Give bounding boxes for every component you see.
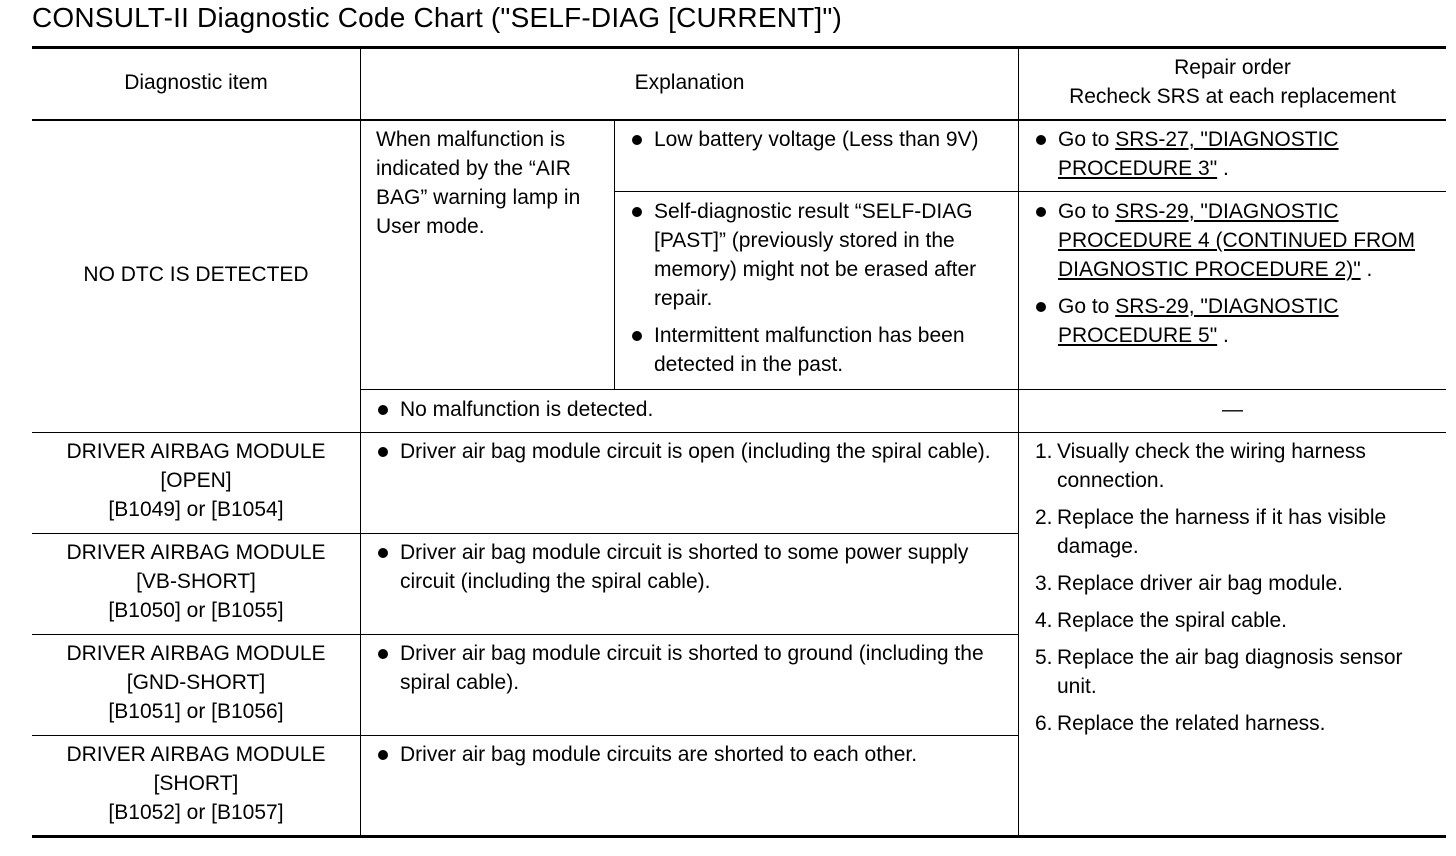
bullet-icon bbox=[378, 649, 388, 659]
cause-item: Low battery voltage (Less than 9V) bbox=[632, 125, 1012, 154]
cause-list: Self-diagnostic result “SELF-DIAG [PAST]” (previously stored in the memory) might not be erased after repair. Intermittent malfunction has been detected in the past. bbox=[632, 197, 1012, 379]
module-item: DRIVER AIRBAG MODULE [VB-SHORT] [B1050] or [B1055] bbox=[66, 541, 326, 622]
row-divider bbox=[32, 735, 1019, 736]
procedure-link[interactable]: SRS-27, "DIAGNOSTIC PROCEDURE 3" bbox=[1058, 128, 1339, 180]
repair-steps bbox=[1035, 437, 1427, 738]
bullet-icon bbox=[378, 447, 388, 457]
module-item: DRIVER AIRBAG MODULE [OPEN] [B1049] or [B1054] bbox=[66, 440, 326, 521]
bullet-icon bbox=[632, 135, 642, 145]
module-item: DRIVER AIRBAG MODULE [SHORT] [B1052] or [B1057] bbox=[66, 743, 326, 824]
row-divider bbox=[360, 389, 1446, 390]
repair-list: Go to SRS-29, "DIAGNOSTIC PROCEDURE 4 (CONTINUED FROM DIAGNOSTIC PROCEDURE 2)" . Go to SRS-29, "DIAGNOSTIC PROCEDURE 5" . bbox=[1036, 197, 1442, 350]
repair-step: 5. Replace the air bag diagnosis sensor unit. bbox=[1035, 646, 1403, 698]
bullet-icon bbox=[378, 750, 388, 760]
no-malfunction-repair: — bbox=[1222, 398, 1243, 421]
table-bottom-rule bbox=[32, 835, 1446, 838]
module-explanation: Driver air bag module circuit is shorted to some power supply circuit (including the spiral cable). bbox=[378, 538, 1012, 596]
repair-step: 6. Replace the related harness. bbox=[1035, 712, 1326, 735]
bullet-icon bbox=[1036, 207, 1046, 217]
module-explanation: Driver air bag module circuit is open (including the spiral cable). bbox=[378, 437, 1012, 466]
repair-step: 1. Visually check the wiring harness connection. bbox=[1035, 440, 1366, 492]
column-divider bbox=[614, 120, 615, 389]
row-divider bbox=[32, 634, 1019, 635]
header-explanation: Explanation bbox=[634, 71, 745, 94]
repair-step: 3. Replace driver air bag module. bbox=[1035, 572, 1343, 595]
bullet-icon bbox=[378, 548, 388, 558]
header-repair-order bbox=[1019, 53, 1446, 111]
table-top-rule bbox=[32, 46, 1446, 49]
row-divider bbox=[32, 533, 1019, 534]
bullet-icon bbox=[1036, 135, 1046, 145]
module-explanation: Driver air bag module circuit is shorted to ground (including the spiral cable). bbox=[378, 639, 1012, 697]
item-no-dtc: NO DTC IS DETECTED bbox=[83, 263, 309, 286]
page-title: CONSULT-II Diagnostic Code Chart ("SELF-DIAG [CURRENT]") bbox=[32, 2, 843, 33]
bullet-icon bbox=[378, 405, 388, 415]
bullet-icon bbox=[632, 207, 642, 217]
repair-item: Go to SRS-27, "DIAGNOSTIC PROCEDURE 3" . bbox=[1036, 125, 1442, 183]
module-item: DRIVER AIRBAG MODULE [GND-SHORT] [B1051] or [B1056] bbox=[66, 642, 326, 723]
bullet-icon bbox=[1036, 302, 1046, 312]
repair-step: 2. Replace the harness if it has visible damage. bbox=[1035, 506, 1387, 558]
column-divider bbox=[1018, 48, 1019, 836]
procedure-link[interactable]: SRS-29, "DIAGNOSTIC PROCEDURE 4 (CONTINUED FROM DIAGNOSTIC PROCEDURE 2)" bbox=[1058, 200, 1416, 281]
procedure-link[interactable]: SRS-29, "DIAGNOSTIC PROCEDURE 5" bbox=[1058, 295, 1339, 347]
header-bottom-rule bbox=[32, 119, 1446, 121]
row-divider bbox=[614, 191, 1446, 192]
bullet-icon bbox=[632, 331, 642, 341]
column-divider bbox=[360, 48, 361, 836]
no-dtc-condition: When malfunction is indicated by the “AIR BAG” warning lamp in User mode. bbox=[376, 128, 581, 238]
header-repair-title: Repair order bbox=[1174, 56, 1291, 79]
repair-step: 4. Replace the spiral cable. bbox=[1035, 609, 1287, 632]
header-diagnostic-item: Diagnostic item bbox=[124, 71, 268, 94]
row-divider bbox=[32, 432, 1446, 433]
no-malfunction-text: No malfunction is detected. bbox=[378, 395, 1008, 424]
module-explanation: Driver air bag module circuits are shorted to each other. bbox=[378, 740, 1012, 769]
header-repair-note: Recheck SRS at each replacement bbox=[1069, 85, 1396, 108]
